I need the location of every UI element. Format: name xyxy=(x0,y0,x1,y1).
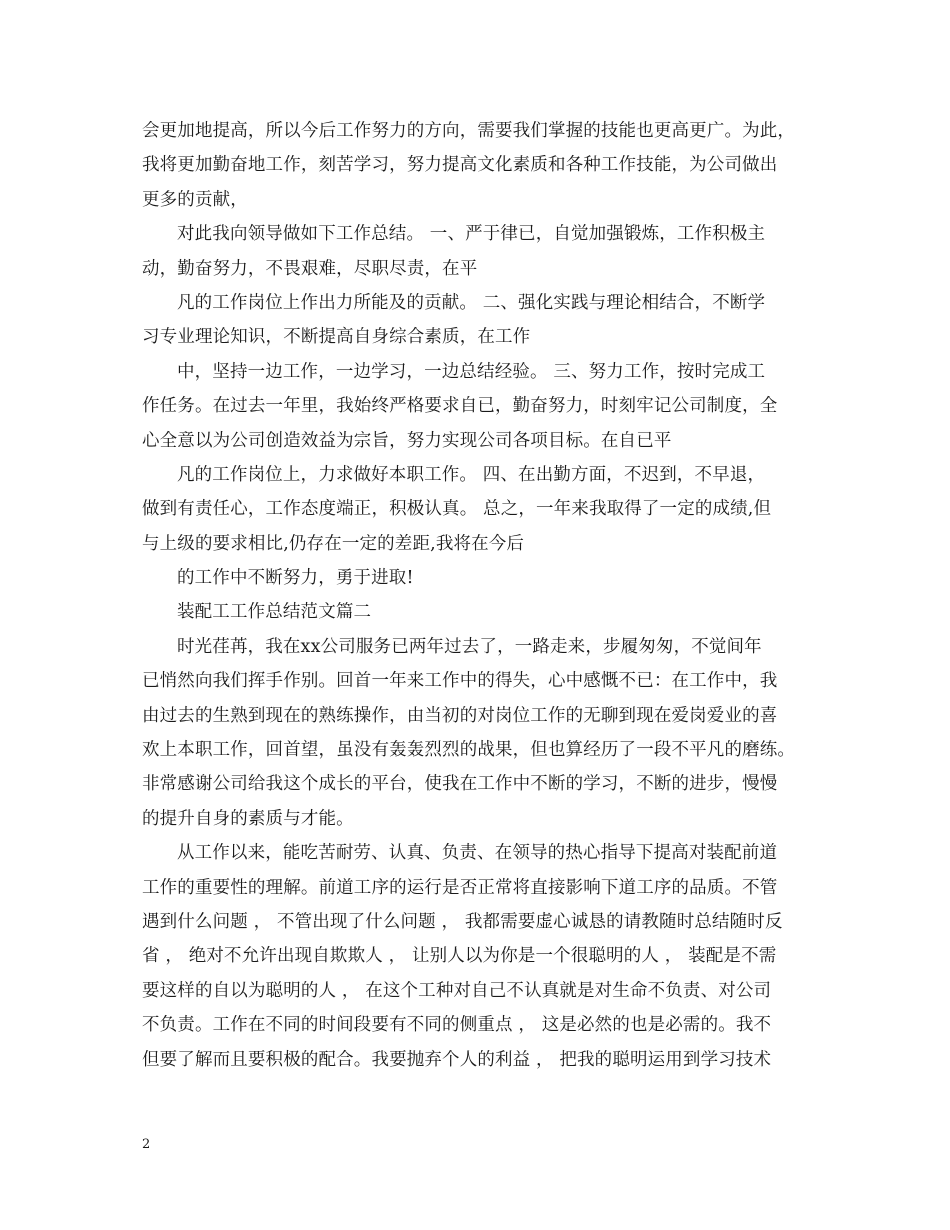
text-line: 非常感谢公司给我这个成长的平台，使我在工作中不断的学习，不断的进步，慢慢 xyxy=(142,774,778,795)
text-line: 与上级的要求相比,仍存在一定的差距,我将在今后 xyxy=(142,533,525,554)
text-line: 的工作中不断努力，勇于进取! xyxy=(177,568,414,589)
text-line: 习专业理论知识，不断提高自身综合素质，在工作 xyxy=(142,327,531,348)
text-line: 但要了解而且要积极的配合。我要抛弃个人的利益 ， 把我的聪明运用到学习技术 xyxy=(142,1049,772,1070)
page-number: 2 xyxy=(142,1137,151,1152)
text-line: 工作的重要性的理解。前道工序的运行是否正常将直接影响下道工序的品质。不管 xyxy=(142,877,778,898)
text-line: 中，坚持一边工作，一边学习，一边总结经验。 三、努力工作，按时完成工 xyxy=(177,361,766,382)
text-line: 的提升自身的素质与才能。 xyxy=(142,808,354,829)
text-line: 由过去的生熟到现在的熟练操作，由当初的对岗位工作的无聊到现在爱岗爱业的喜 xyxy=(142,705,778,726)
body-text xyxy=(142,114,818,1077)
text-line: 要这样的自以为聪明的人 ， 在这个工种对自己不认真就是对生命不负责、对公司 xyxy=(142,980,772,1001)
text-line: 动，勤奋努力，不畏艰难，尽职尽责，在平 xyxy=(142,258,478,279)
text-line: 已悄然向我们挥手作别。回首一年来工作中的得失，心中感慨不已：在工作中，我 xyxy=(142,671,778,692)
text-line: 心全意以为公司创造效益为宗旨，努力实现公司各项目标。在自已平 xyxy=(142,430,672,451)
text-line: 会更加地提高，所以今后工作努力的方向，需要我们掌握的技能也更高更广。为此， xyxy=(142,121,796,141)
text-line: 时光荏苒，我在xx公司服务已两年过去了，一路走来，步履匆匆，不觉间年 xyxy=(177,636,762,657)
text-line: 欢上本职工作，回首望，虽没有轰轰烈烈的战果，但也算经历了一段不平凡的磨练。 xyxy=(142,740,796,761)
text-line: 凡的工作岗位上作出力所能及的贡献。 二、强化实践与理论相结合，不断学 xyxy=(177,292,766,313)
text-line: 从工作以来，能吃苦耐劳、认真、负责、在领导的热心指导下提高对装配前道 xyxy=(177,843,778,864)
text-line: 省 ， 绝对不允许出现自欺欺人 ， 让别人以为你是一个很聪明的人 ， 装配是不需 xyxy=(142,946,777,967)
text-line: 凡的工作岗位上，力求做好本职工作。 四、在出勤方面，不迟到，不早退， xyxy=(177,464,766,485)
text-line: 作任务。在过去一年里，我始终严格要求自已，勤奋努力，时刻牢记公司制度，全 xyxy=(142,396,778,417)
text-line: 更多的贡献， xyxy=(142,189,248,210)
text-line: 不负责。工作在不同的时间段要有不同的侧重点 ， 这是必然的也是必需的。我不 xyxy=(142,1015,772,1036)
text-line: 对此我向领导做如下工作总结。 一、严于律已，自觉加强锻炼，工作积极主 xyxy=(177,224,766,245)
text-line: 遇到什么问题 ， 不管出现了什么问题 ， 我都需要虚心诚恳的请教随时总结随时反 xyxy=(142,911,783,932)
text-line: 做到有责任心，工作态度端正，积极认真。 总之，一年来我取得了一定的成绩,但 xyxy=(142,499,772,520)
text-line: 装配工工作总结范文篇二 xyxy=(177,602,372,623)
text-line: 我将更加勤奋地工作，刻苦学习，努力提高文化素质和各种工作技能，为公司做出 xyxy=(142,155,778,176)
